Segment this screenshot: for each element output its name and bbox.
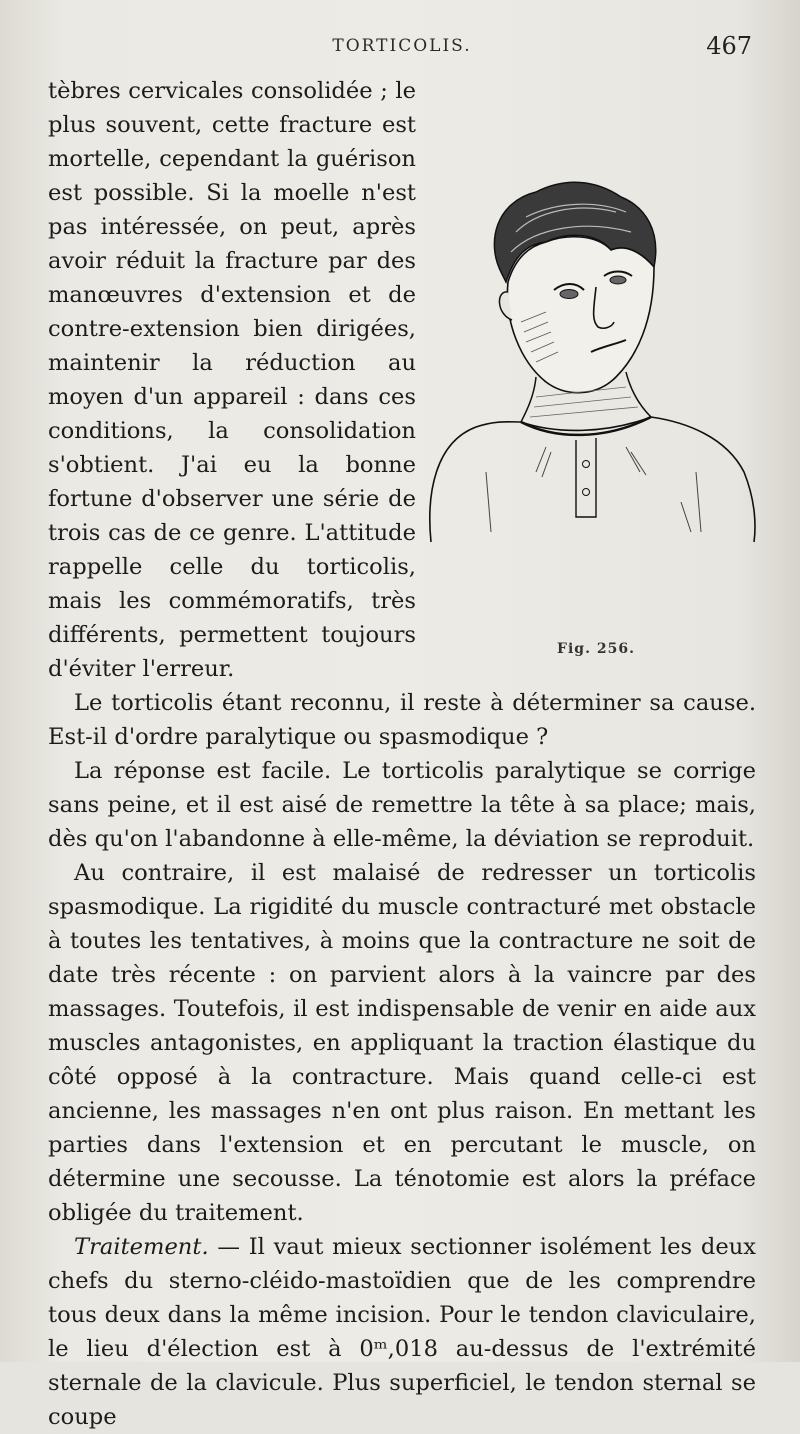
running-title: TORTICOLIS. (332, 36, 472, 56)
figure-256 (426, 142, 766, 666)
paragraph-2: Le torticolis étant reconnu, il reste à déterminer sa cause. Est-il d'ordre paralytique ou spasmodique ? (48, 690, 756, 750)
torticolis-illustration (426, 172, 766, 552)
page-number: 467 (706, 32, 752, 60)
paragraph-4: Au contraire, il est malaisé de redresser un torticolis spasmodique. La rigidité du muscle contracturé met obstacle à toutes les tentatives, à moins que la contracture ne soit de date très récente : on parvient alors à la vaincre par des massages. Toutefois, il est indispensable de venir en aide aux muscles antagonistes, en appliquant la traction élastique du côté opposé à la contracture. Mais quand celle-ci est ancienne, les massages n'en ont plus raison. En mettant les parties dans l'extension et en percutant le muscle, on détermine une secousse. La ténotomie est alors la préface obligée du traitement. (48, 860, 756, 1226)
paragraph-5 (48, 1230, 756, 1434)
page-header (48, 34, 756, 64)
figure-caption: Fig. 256. (557, 641, 635, 657)
page-body (48, 74, 756, 1434)
paragraph-5-text: — Il vaut mieux sectionner isolément les deux chefs du sterno-cléido-mastoïdien que de les comprendre tous deux dans la même incision. Pour le tendon claviculaire, le lieu d'élection est à 0ᵐ,018 au-dessus de l'extrémité sternale de la clavicule. Plus superficiel, le tendon sternal se coupe (48, 1234, 756, 1430)
paragraph-1: tèbres cervicales consolidée ; le plus souvent, cette fracture est mortelle, cependant la guérison est possible. Si la moelle n'est pas intéressée, on peut, après avoir réduit la fracture par des manœuvres d'extension et de contre-extension bien dirigées, maintenir la réduction au moyen d'un appareil : dans ces conditions, la consolidation s'obtient. J'ai eu la bonne fortune d'observer une série de trois cas de ce genre. L'attitude rappelle celle du torticolis, mais les commémoratifs, très différents, permettent toujours d'éviter l'erreur. (48, 78, 416, 682)
paragraph-5-lead: Traitement. (74, 1234, 209, 1260)
paragraph-3: La réponse est facile. Le torticolis paralytique se corrige sans peine, et il est aisé de remettre la tête à sa place; mais, dès qu'on l'abandonne à elle-même, la déviation se reproduit. (48, 758, 756, 852)
